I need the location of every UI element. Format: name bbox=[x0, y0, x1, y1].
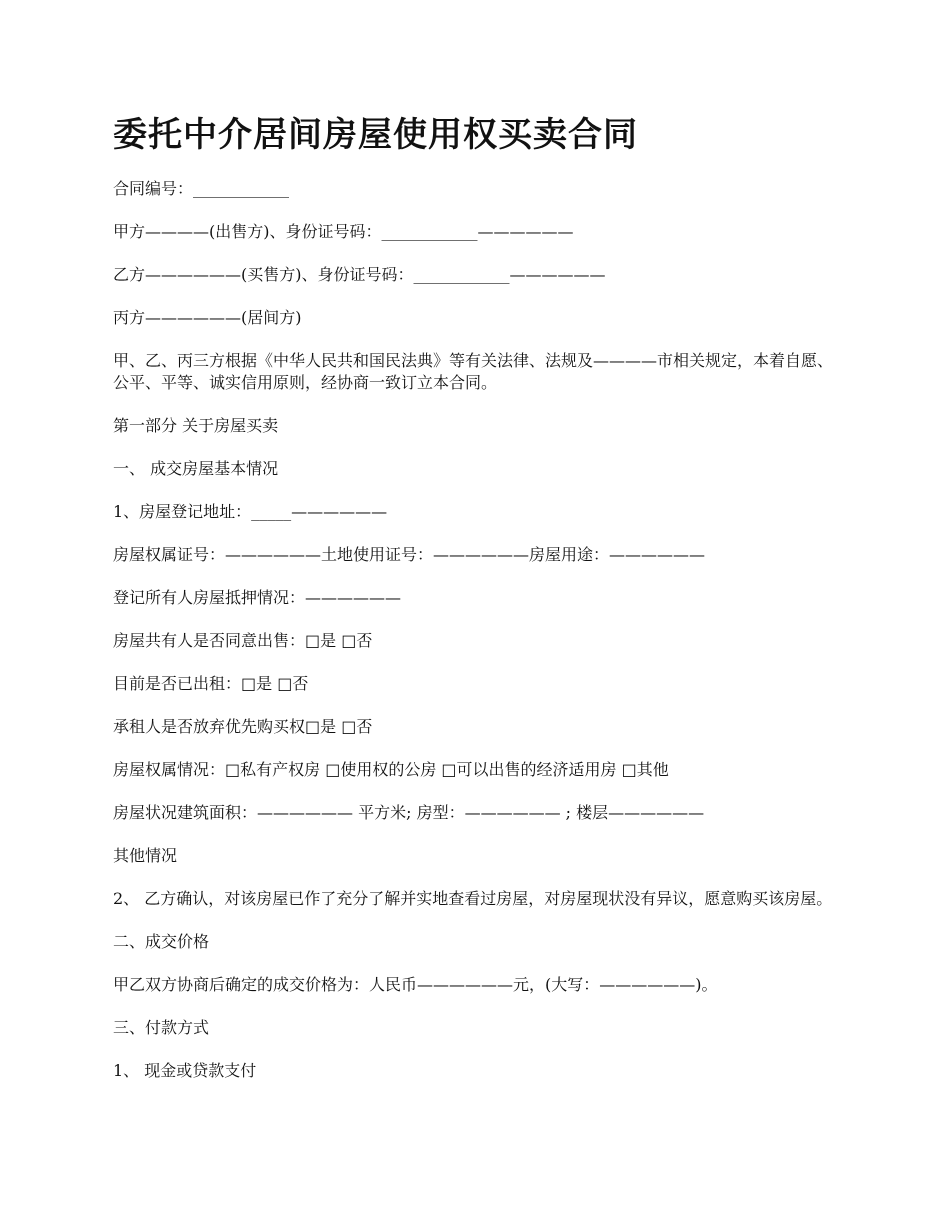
party-b-line: 乙方——————(买售方)、身份证号码：____________—————— bbox=[113, 265, 606, 284]
house-condition-line: 房屋状况建筑面积：—————— 平方米; 房型：—————— ; 楼层—————— bbox=[113, 803, 705, 822]
section-two-heading: 二、成交价格 bbox=[113, 932, 210, 951]
rented-status-line: 目前是否已出租：□是 □否 bbox=[113, 674, 309, 693]
document-page bbox=[113, 110, 843, 1103]
contract-number-line: 合同编号：____________ bbox=[113, 179, 290, 198]
co-owner-consent-line: 房屋共有人是否同意出售：□是 □否 bbox=[113, 631, 373, 650]
party-a-line: 甲方————(出售方)、身份证号码：____________—————— bbox=[113, 222, 574, 241]
preamble-paragraph: 甲、乙、丙三方根据《中华人民共和国民法典》等有关法律、法规及————市相关规定，本着自愿、公平、平等、诚实信用原则，经协商一致订立本合同。 bbox=[113, 351, 834, 392]
tenant-preemption-line: 承租人是否放弃优先购买权□是 □否 bbox=[113, 717, 373, 736]
other-conditions-line: 其他情况 bbox=[113, 846, 178, 865]
transaction-price-line: 甲乙双方协商后确定的成交价格为：人民币——————元，(大写：——————)。 bbox=[113, 975, 718, 994]
party-c-line: 丙方——————(居间方) bbox=[113, 308, 302, 327]
mortgage-status-line: 登记所有人房屋抵押情况：—————— bbox=[113, 588, 402, 607]
section-one-heading: 一、 成交房屋基本情况 bbox=[113, 459, 279, 478]
house-address-line: 1、房屋登记地址：_____—————— bbox=[113, 502, 388, 521]
part-one-heading: 第一部分 关于房屋买卖 bbox=[113, 416, 279, 435]
section-three-heading: 三、付款方式 bbox=[113, 1018, 210, 1037]
property-certificate-line: 房屋权属证号：——————土地使用证号：——————房屋用途：—————— bbox=[113, 545, 706, 564]
buyer-confirmation-paragraph: 2、 乙方确认，对该房屋已作了充分了解并实地查看过房屋，对房屋现状没有异议，愿意购买该房屋。 bbox=[113, 889, 833, 908]
payment-method-line: 1、 现金或贷款支付 bbox=[113, 1061, 257, 1080]
ownership-type-line: 房屋权属情况：□私有产权房 □使用权的公房 □可以出售的经济适用房 □其他 bbox=[113, 760, 669, 779]
document-title: 委托中介居间房屋使用权买卖合同 bbox=[113, 115, 638, 155]
